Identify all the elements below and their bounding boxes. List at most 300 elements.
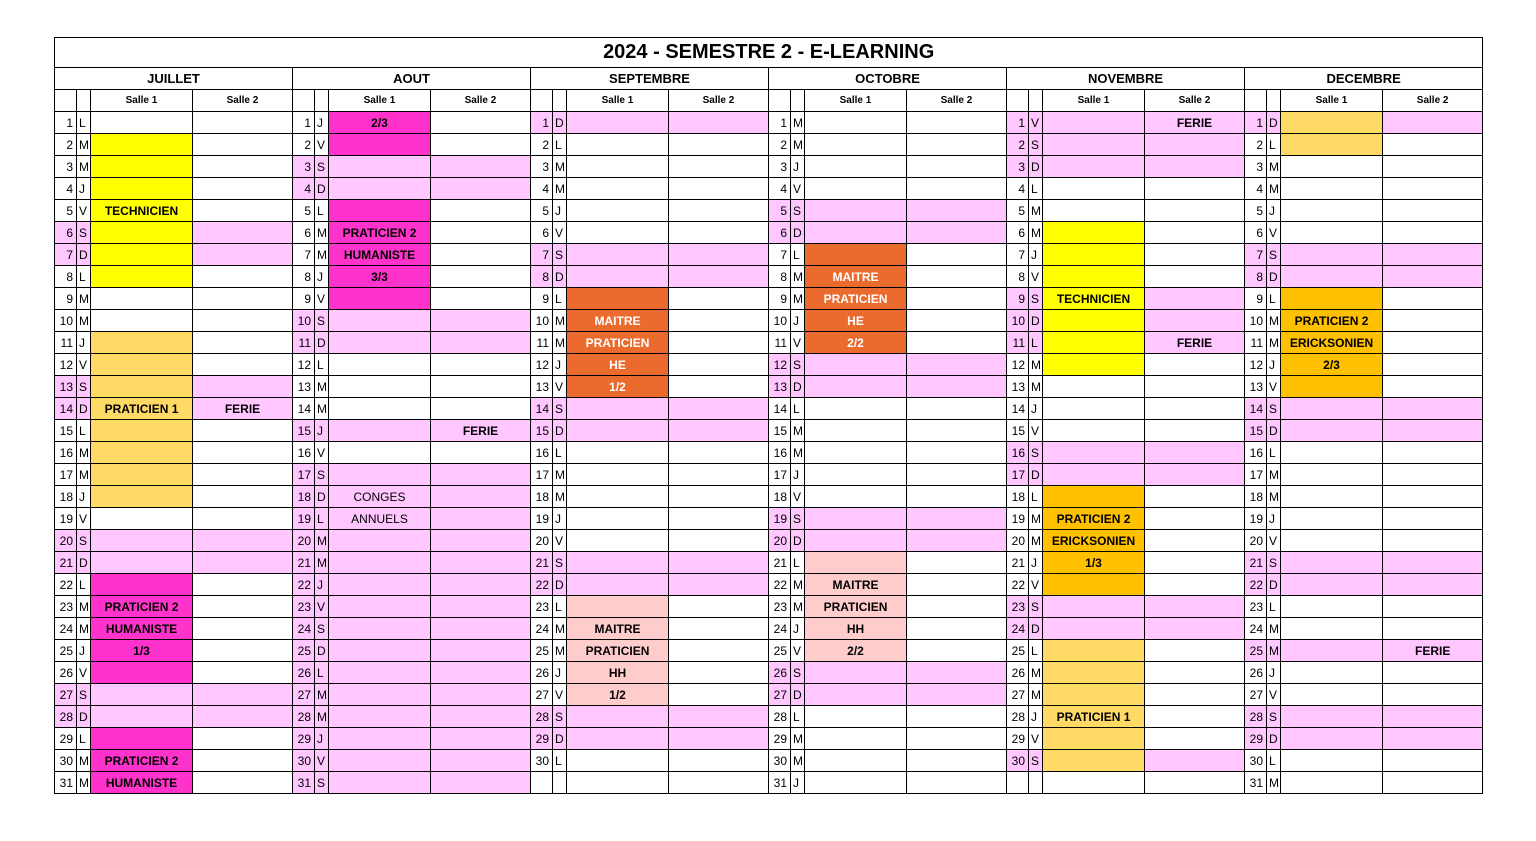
day-number: 17 (769, 464, 791, 486)
salle-1-header: Salle 1 (1043, 90, 1145, 112)
salle-2-cell (193, 552, 293, 574)
salle-1-cell: PRATICIEN (567, 332, 669, 354)
day-letter: L (1029, 178, 1043, 200)
day-number: 31 (55, 772, 77, 794)
salle-2-cell (1383, 684, 1483, 706)
salle-1-cell (1281, 112, 1383, 134)
day-number: 25 (1245, 640, 1267, 662)
day-number: 4 (1007, 178, 1029, 200)
salle-1-cell (329, 464, 431, 486)
salle-1-cell (329, 310, 431, 332)
day-letter: S (1267, 244, 1281, 266)
salle-2-cell (907, 530, 1007, 552)
salle-2-cell (1145, 574, 1245, 596)
salle-1-cell (805, 112, 907, 134)
day-letter: J (791, 156, 805, 178)
salle-2-cell (669, 640, 769, 662)
salle-2-cell (431, 596, 531, 618)
day-letter: M (1029, 662, 1043, 684)
salle-2-cell (669, 112, 769, 134)
day-letter (553, 772, 567, 794)
day-number: 14 (531, 398, 553, 420)
salle-1-cell (329, 574, 431, 596)
salle-1-cell (1043, 684, 1145, 706)
salle-2-cell (669, 134, 769, 156)
day-letter: D (553, 112, 567, 134)
day-number: 28 (55, 706, 77, 728)
salle-2-header: Salle 2 (431, 90, 531, 112)
salle-2-header: Salle 2 (907, 90, 1007, 112)
salle-1-cell (1281, 618, 1383, 640)
salle-1-cell (1281, 156, 1383, 178)
salle-2-cell (1383, 486, 1483, 508)
day-number: 20 (1007, 530, 1029, 552)
salle-1-cell (567, 486, 669, 508)
salle-1-cell (1043, 310, 1145, 332)
day-number: 16 (1245, 442, 1267, 464)
salle-1-cell: ERICKSONIEN (1043, 530, 1145, 552)
salle-2-cell (669, 332, 769, 354)
salle-2-cell (669, 486, 769, 508)
day-letter: M (791, 750, 805, 772)
salle-2-cell (1145, 222, 1245, 244)
table-row (55, 222, 1483, 244)
salle-2-cell (1145, 508, 1245, 530)
table-row (55, 552, 1483, 574)
day-letter: S (77, 222, 91, 244)
table-row (55, 530, 1483, 552)
salle-1-cell (1281, 178, 1383, 200)
salle-1-cell (1281, 772, 1383, 794)
day-number: 13 (1007, 376, 1029, 398)
salle-1-cell (1043, 266, 1145, 288)
salle-2-cell (1145, 596, 1245, 618)
table-row (55, 684, 1483, 706)
salle-1-cell: HH (805, 618, 907, 640)
salle-1-cell (1281, 728, 1383, 750)
salle-1-cell (567, 266, 669, 288)
day-letter: J (1029, 398, 1043, 420)
salle-1-cell (567, 574, 669, 596)
day-letter: L (791, 398, 805, 420)
salle-1-cell: MAITRE (567, 310, 669, 332)
table-row (55, 200, 1483, 222)
day-number: 1 (1007, 112, 1029, 134)
day-letter: L (77, 574, 91, 596)
day-letter: M (77, 134, 91, 156)
salle-1-cell: PRATICIEN 2 (91, 750, 193, 772)
day-number: 17 (293, 464, 315, 486)
day-letter: J (1029, 244, 1043, 266)
salle-1-cell (91, 310, 193, 332)
day-letter: S (791, 354, 805, 376)
salle-2-cell (431, 706, 531, 728)
day-number: 17 (531, 464, 553, 486)
salle-2-cell (193, 442, 293, 464)
salle-1-cell (329, 772, 431, 794)
day-number: 22 (293, 574, 315, 596)
day-number: 25 (1007, 640, 1029, 662)
day-letter: M (315, 706, 329, 728)
day-letter: V (1267, 376, 1281, 398)
day-number: 9 (1007, 288, 1029, 310)
salle-2-cell (669, 376, 769, 398)
day-number: 27 (769, 684, 791, 706)
day-letter: J (1267, 200, 1281, 222)
day-letter: L (791, 706, 805, 728)
salle-1-cell (329, 618, 431, 640)
day-number: 18 (1007, 486, 1029, 508)
table-row (55, 662, 1483, 684)
page-title: 2024 - SEMESTRE 2 - E-LEARNING (55, 38, 1483, 68)
salle-1-cell (567, 200, 669, 222)
salle-2-cell (193, 244, 293, 266)
day-number: 20 (293, 530, 315, 552)
day-number: 24 (55, 618, 77, 640)
day-number: 16 (293, 442, 315, 464)
day-number: 6 (293, 222, 315, 244)
day-number: 26 (1007, 662, 1029, 684)
salle-1-cell (329, 530, 431, 552)
day-number: 28 (769, 706, 791, 728)
salle-1-cell (1281, 464, 1383, 486)
day-number: 4 (531, 178, 553, 200)
day-number: 8 (1007, 266, 1029, 288)
salle-2-cell (1145, 420, 1245, 442)
day-letter: D (553, 420, 567, 442)
salle-1-cell: TECHNICIEN (91, 200, 193, 222)
salle-2-cell (1145, 354, 1245, 376)
day-number: 26 (55, 662, 77, 684)
salle-2-cell (193, 288, 293, 310)
salle-2-cell (431, 266, 531, 288)
day-letter: L (77, 266, 91, 288)
day-number: 10 (531, 310, 553, 332)
salle-2-cell (1145, 706, 1245, 728)
day-number: 24 (769, 618, 791, 640)
salle-2-cell (431, 640, 531, 662)
salle-2-cell (431, 618, 531, 640)
day-number: 19 (55, 508, 77, 530)
day-number: 7 (1007, 244, 1029, 266)
day-number: 5 (769, 200, 791, 222)
salle-2-cell (1145, 178, 1245, 200)
day-letter: V (77, 200, 91, 222)
month-header: JUILLET (55, 68, 293, 90)
salle-1-cell (1281, 552, 1383, 574)
day-letter: S (791, 508, 805, 530)
salle-2-cell (193, 332, 293, 354)
salle-2-cell (1383, 354, 1483, 376)
day-number: 24 (293, 618, 315, 640)
day-letter: S (553, 244, 567, 266)
salle-2-cell (1383, 310, 1483, 332)
salle-2-cell (193, 354, 293, 376)
salle-1-cell: PRATICIEN 2 (1043, 508, 1145, 530)
day-letter: V (1029, 420, 1043, 442)
day-number: 13 (1245, 376, 1267, 398)
day-letter: M (77, 596, 91, 618)
salle-2-cell: FERIE (193, 398, 293, 420)
day-letter: S (1267, 706, 1281, 728)
salle-2-cell (431, 244, 531, 266)
salle-1-cell: HH (567, 662, 669, 684)
salle-1-cell (91, 134, 193, 156)
salle-1-cell (567, 706, 669, 728)
salle-1-cell: ERICKSONIEN (1281, 332, 1383, 354)
salle-2-cell (669, 464, 769, 486)
day-number: 14 (769, 398, 791, 420)
day-number: 20 (55, 530, 77, 552)
salle-2-cell (431, 222, 531, 244)
salle-2-cell (669, 662, 769, 684)
salle-2-cell (431, 442, 531, 464)
salle-1-cell: HUMANISTE (329, 244, 431, 266)
day-letter: S (315, 156, 329, 178)
day-letter: L (1267, 134, 1281, 156)
day-number: 28 (293, 706, 315, 728)
day-letter: L (791, 552, 805, 574)
day-number: 31 (293, 772, 315, 794)
salle-1-cell (1281, 706, 1383, 728)
salle-1-cell (91, 508, 193, 530)
salle-2-cell (1145, 376, 1245, 398)
day-letter: J (77, 332, 91, 354)
salle-2-cell (431, 200, 531, 222)
salle-1-cell (91, 662, 193, 684)
salle-2-cell (907, 134, 1007, 156)
salle-1-cell (805, 156, 907, 178)
day-number: 29 (1245, 728, 1267, 750)
day-number: 30 (1007, 750, 1029, 772)
blank-header-cell (55, 90, 77, 112)
day-letter: V (553, 684, 567, 706)
salle-1-cell (329, 376, 431, 398)
day-number: 7 (531, 244, 553, 266)
salle-2-cell (193, 530, 293, 552)
day-letter: M (1267, 486, 1281, 508)
salle-1-cell (91, 706, 193, 728)
day-letter: M (1267, 618, 1281, 640)
day-letter: S (553, 706, 567, 728)
day-letter: J (553, 354, 567, 376)
salle-1-cell: 1/3 (1043, 552, 1145, 574)
salle-2-cell (193, 618, 293, 640)
salle-2-cell (193, 486, 293, 508)
salle-1-cell (91, 442, 193, 464)
salle-2-cell (1383, 156, 1483, 178)
day-number: 29 (531, 728, 553, 750)
day-letter: S (1029, 750, 1043, 772)
salle-1-cell (567, 134, 669, 156)
salle-1-cell (91, 684, 193, 706)
salle-1-cell: PRATICIEN 2 (329, 222, 431, 244)
day-number: 13 (55, 376, 77, 398)
day-letter: S (315, 618, 329, 640)
salle-1-cell: ANNUELS (329, 508, 431, 530)
salle-1-cell (329, 750, 431, 772)
salle-2-cell (907, 222, 1007, 244)
salle-1-cell (805, 354, 907, 376)
salle-1-cell (1043, 574, 1145, 596)
salle-2-cell (1145, 640, 1245, 662)
salle-1-cell (329, 684, 431, 706)
salle-2-cell (193, 728, 293, 750)
day-letter: D (1029, 310, 1043, 332)
salle-2-cell (1383, 288, 1483, 310)
day-letter: V (791, 640, 805, 662)
salle-1-cell (91, 552, 193, 574)
day-number: 17 (1245, 464, 1267, 486)
salle-2-cell (907, 310, 1007, 332)
day-letter: M (553, 486, 567, 508)
day-letter: M (1029, 684, 1043, 706)
day-letter: D (1267, 574, 1281, 596)
day-letter: V (77, 662, 91, 684)
day-number: 2 (1007, 134, 1029, 156)
day-number: 13 (769, 376, 791, 398)
salle-2-cell (431, 332, 531, 354)
day-number: 22 (1245, 574, 1267, 596)
table-row (55, 332, 1483, 354)
day-letter: J (315, 728, 329, 750)
day-letter: V (1267, 684, 1281, 706)
salle-2-cell (669, 398, 769, 420)
salle-1-cell (329, 288, 431, 310)
table-row (55, 354, 1483, 376)
table-row (55, 750, 1483, 772)
salle-1-cell (805, 200, 907, 222)
salle-1-cell (805, 376, 907, 398)
day-letter: M (315, 222, 329, 244)
day-number: 2 (531, 134, 553, 156)
salle-2-cell (669, 354, 769, 376)
salle-2-cell (193, 200, 293, 222)
salle-1-cell (567, 178, 669, 200)
day-letter: L (315, 508, 329, 530)
day-number: 9 (769, 288, 791, 310)
day-letter: S (1029, 288, 1043, 310)
day-number: 23 (1245, 596, 1267, 618)
day-number: 30 (1245, 750, 1267, 772)
day-letter: M (1267, 178, 1281, 200)
salle-1-cell (91, 266, 193, 288)
salle-1-cell (329, 354, 431, 376)
day-letter: D (77, 244, 91, 266)
table-row (55, 310, 1483, 332)
day-number: 24 (1007, 618, 1029, 640)
day-number: 24 (1245, 618, 1267, 640)
salle-1-cell (805, 178, 907, 200)
salle-2-cell (431, 530, 531, 552)
day-number: 3 (531, 156, 553, 178)
salle-2-cell (907, 574, 1007, 596)
salle-1-cell: 3/3 (329, 266, 431, 288)
day-letter: V (553, 222, 567, 244)
salle-1-cell (805, 398, 907, 420)
salle-1-cell (1043, 200, 1145, 222)
day-letter: V (1029, 728, 1043, 750)
salle-1-cell (329, 552, 431, 574)
salle-1-cell (329, 728, 431, 750)
day-letter: M (315, 552, 329, 574)
day-number: 28 (1007, 706, 1029, 728)
salle-1-cell (329, 134, 431, 156)
salle-1-cell (329, 706, 431, 728)
salle-1-header: Salle 1 (91, 90, 193, 112)
salle-2-cell (1383, 464, 1483, 486)
salle-1-cell (567, 772, 669, 794)
day-letter: L (1267, 596, 1281, 618)
day-letter: D (315, 640, 329, 662)
day-number: 12 (1007, 354, 1029, 376)
day-number: 27 (55, 684, 77, 706)
salle-1-cell (1043, 662, 1145, 684)
day-number: 29 (769, 728, 791, 750)
salle-2-cell (669, 772, 769, 794)
salle-1-cell (91, 156, 193, 178)
day-letter: D (791, 222, 805, 244)
day-letter: D (77, 398, 91, 420)
day-number: 1 (55, 112, 77, 134)
day-number: 11 (55, 332, 77, 354)
day-letter: M (315, 398, 329, 420)
day-letter: M (791, 574, 805, 596)
salle-2-cell (1145, 310, 1245, 332)
month-header: DECEMBRE (1245, 68, 1483, 90)
day-number: 10 (1245, 310, 1267, 332)
day-number: 10 (1007, 310, 1029, 332)
day-letter: D (1267, 112, 1281, 134)
salle-1-cell (91, 332, 193, 354)
day-letter: M (77, 464, 91, 486)
salle-2-cell (669, 288, 769, 310)
salle-2-cell (1383, 332, 1483, 354)
day-letter: M (791, 112, 805, 134)
day-letter: V (315, 442, 329, 464)
day-letter: M (553, 156, 567, 178)
salle-2-cell (1145, 684, 1245, 706)
day-number: 29 (1007, 728, 1029, 750)
day-number: 15 (1007, 420, 1029, 442)
day-letter: D (553, 266, 567, 288)
month-header: OCTOBRE (769, 68, 1007, 90)
day-number: 18 (1245, 486, 1267, 508)
day-number: 18 (293, 486, 315, 508)
day-letter: J (553, 662, 567, 684)
day-letter: S (315, 310, 329, 332)
day-number: 23 (769, 596, 791, 618)
salle-2-cell (193, 464, 293, 486)
day-number: 25 (55, 640, 77, 662)
month-header: SEPTEMBRE (531, 68, 769, 90)
day-number: 21 (531, 552, 553, 574)
day-letter: D (1029, 618, 1043, 640)
salle-2-cell (907, 156, 1007, 178)
day-number: 9 (531, 288, 553, 310)
day-number: 16 (769, 442, 791, 464)
day-number: 13 (531, 376, 553, 398)
table-row (55, 640, 1483, 662)
blank-header-cell (531, 90, 553, 112)
day-letter: L (77, 728, 91, 750)
salle-1-cell: MAITRE (805, 266, 907, 288)
salle-1-cell: 2/2 (805, 640, 907, 662)
day-letter: M (77, 156, 91, 178)
day-number: 4 (1245, 178, 1267, 200)
day-number: 14 (1007, 398, 1029, 420)
salle-1-cell (1281, 420, 1383, 442)
